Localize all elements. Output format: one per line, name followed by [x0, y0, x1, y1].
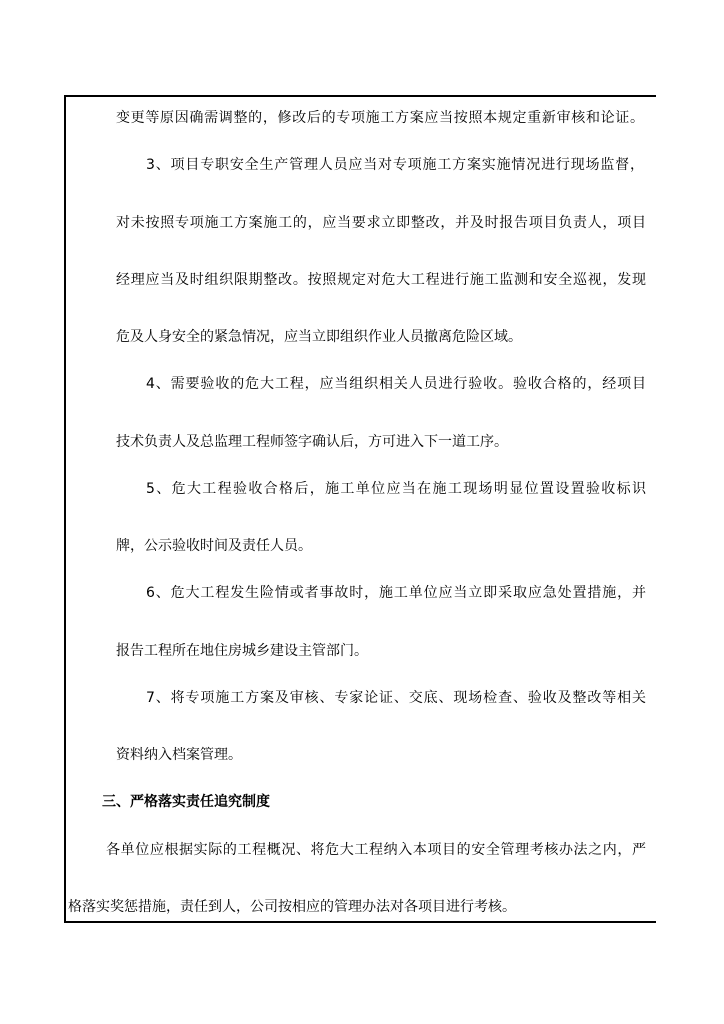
text-line-7: 技术负责人及总监理工程师签字确认后，方可进入下一道工序。: [116, 434, 508, 450]
text-line-3: 对未按照专项施工方案施工的，应当要求立即整改，并及时报告项目负责人，项目: [116, 215, 646, 231]
text-line-12: 7、将专项施工方案及审核、专家论证、交底、现场检查、验收及整改等相关: [146, 690, 646, 706]
text-line-8: 5、危大工程验收合格后，施工单位应当在施工现场明显位置设置验收标识: [146, 481, 646, 497]
section-heading: 三、严格落实责任追究制度: [102, 794, 270, 810]
text-line-11: 报告工程所在地住房城乡建设主管部门。: [116, 643, 368, 659]
text-line-13: 资料纳入档案管理。: [116, 747, 242, 763]
text-line-2: 3、项目专职安全生产管理人员应当对专项施工方案实施情况进行现场监督，: [146, 157, 644, 173]
text-line-9: 牌，公示验收时间及责任人员。: [116, 538, 312, 554]
text-line-6: 4、需要验收的危大工程，应当组织相关人员进行验收。验收合格的，经项目: [146, 376, 646, 392]
text-line-16: 格落实奖惩措施，责任到人，公司按相应的管理办法对各项目进行考核。: [68, 899, 516, 915]
text-line-4: 经理应当及时组织限期整改。按照规定对危大工程进行施工监测和安全巡视，发现: [116, 272, 646, 288]
text-line-15: 各单位应根据实际的工程概况、将危大工程纳入本项目的安全管理考核办法之内，严: [106, 842, 646, 858]
text-line-1: 变更等原因确需调整的，修改后的专项施工方案应当按照本规定重新审核和论证。: [116, 110, 644, 126]
text-line-5: 危及人身安全的紧急情况，应当立即组织作业人员撤离危险区域。: [116, 329, 522, 345]
text-line-10: 6、危大工程发生险情或者事故时，施工单位应当立即采取应急处置措施，并: [146, 585, 646, 601]
